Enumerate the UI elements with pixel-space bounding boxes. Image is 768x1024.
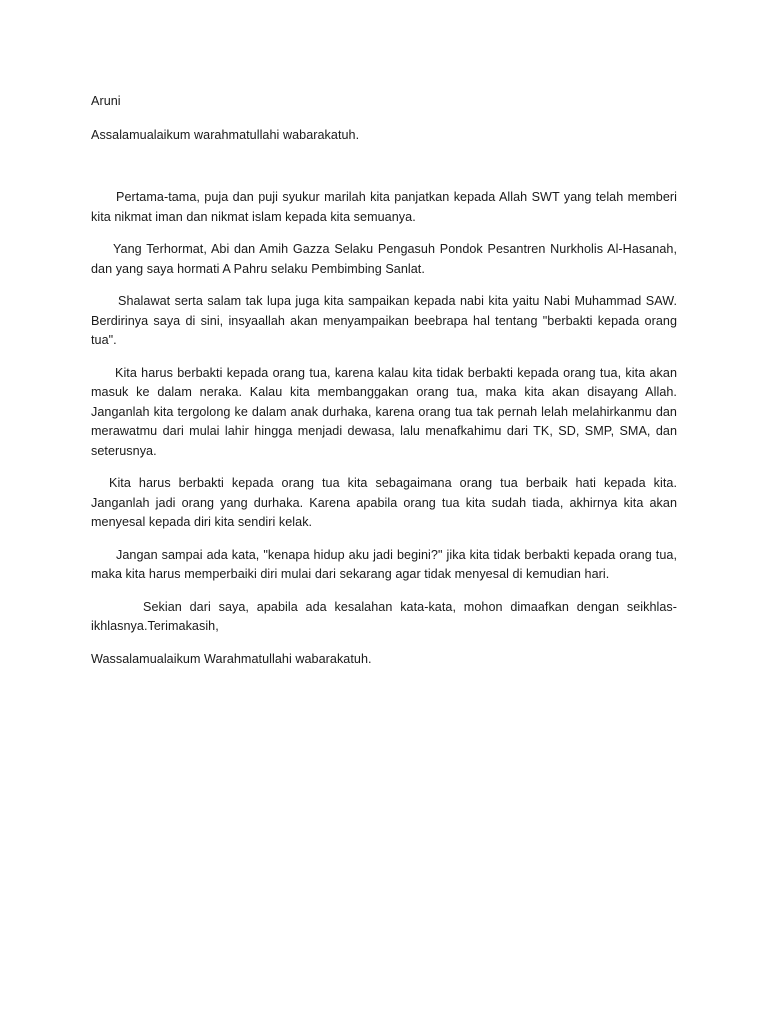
closing-greeting: Wassalamualaikum Warahmatullahi wabarakatuh. bbox=[91, 651, 372, 666]
paragraph-opening-praise: Pertama-tama, puja dan puji syukur marilah kita panjatkan kepada Allah SWT yang telah memberi kita nikmat iman dan nikmat islam kepada kita semuanya. bbox=[91, 190, 677, 224]
paragraph-shalawat: Shalawat serta salam tak lupa juga kita sampaikan kepada nabi kita yaitu Nabi Muhammad SAW. Berdirinya saya di sini, insyaallah akan menyampaikan beebrapa hal tentang "berbakti kepada orang tua". bbox=[91, 294, 677, 347]
paragraph-jangan-sampai: Jangan sampai ada kata, "kenapa hidup aku jadi begini?" jika kita tidak berbakti kepada orang tua, maka kita harus memperbaiki diri mulai dari sekarang agar tidak menyesal di kemudian hari. bbox=[91, 547, 677, 581]
paragraph-berbakti-2: Kita harus berbakti kepada orang tua kita sebagaimana orang tua berbaik hati kepada kita. Janganlah jadi orang yang durhaka. Karena apabila orang tua kita sudah tiada, akhirnya kita akan menyesal kepada diri kita sendiri kelak. bbox=[91, 476, 677, 529]
opening-greeting: Assalamualaikum warahmatullahi wabarakatuh. bbox=[91, 127, 360, 142]
paragraph-penutup: Sekian dari saya, apabila ada kesalahan kata-kata, mohon dimaafkan dengan seikhlas-ikhlasnya.Terimakasih, bbox=[91, 599, 677, 633]
paragraph-respects: Yang Terhormat, Abi dan Amih Gazza Selaku Pengasuh Pondok Pesantren Nurkholis Al-Hasanah, dan yang saya hormati A Pahru selaku Pembimbing Sanlat. bbox=[91, 242, 677, 276]
document-body bbox=[91, 92, 677, 669]
author-name: Aruni bbox=[91, 94, 121, 108]
paragraph-berbakti-1: Kita harus berbakti kepada orang tua, karena kalau kita tidak berbakti kepada orang tua, kita akan masuk ke dalam neraka. Kalau kita membanggakan orang tua, maka kita akan disayang Allah. Janganlah kita tergolong ke dalam anak durhaka, karena orang tua tak pernah lelah melahirkanmu dan merawatmu dari mulai lahir hingga menjadi dewasa, lalu menafkahimu dari TK, SD, SMP, SMA, dan seterusnya. bbox=[91, 365, 677, 458]
